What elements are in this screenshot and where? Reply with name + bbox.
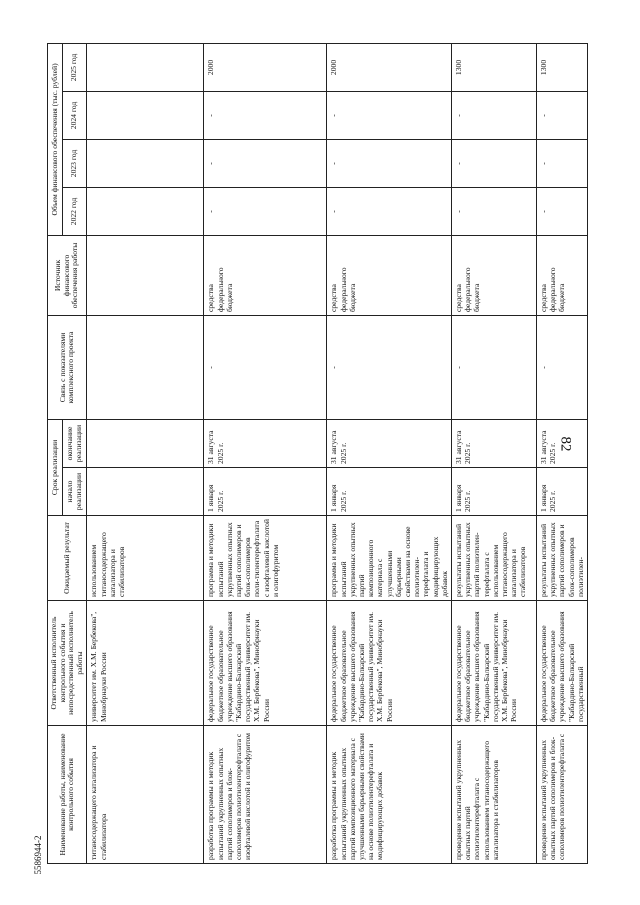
cell-name: разработка программы и методик испытаний укрупненных опытных партий сополимеров и блок-сополимеров полиэтилентерефталата с изофталевой кислотой и олигофуритом bbox=[204, 726, 327, 864]
cell-2024 bbox=[87, 91, 204, 139]
cell-start: 1 января 2025 г. bbox=[537, 468, 588, 516]
cell-2022: - bbox=[204, 187, 327, 235]
table-row bbox=[87, 43, 204, 863]
table-row bbox=[327, 43, 452, 863]
cell-2024: - bbox=[537, 91, 588, 139]
cell-executor: федеральное государственное бюджетное образовательное учреждение высшего образования "Кабардино-Балкарский государственный университет им. Х.М. Бербекова", Минобрнауки России bbox=[327, 601, 452, 726]
cell-link: - bbox=[452, 315, 537, 419]
cell-source: средства федерального бюджета bbox=[537, 235, 588, 315]
rotated-table-container bbox=[47, 44, 593, 864]
header-link: Связь с показателями комплексного проекта bbox=[48, 315, 87, 419]
header-start: начало реализации bbox=[62, 468, 86, 516]
cell-2023: - bbox=[537, 139, 588, 187]
document-code: 5586944-2 bbox=[33, 835, 43, 875]
cell-executor: университет им. Х.М. Бербекова", Минобрнауки России bbox=[87, 601, 204, 726]
header-finance: Объем финансового обеспечения (тыс. рублей) bbox=[48, 43, 63, 235]
cell-link: - bbox=[327, 315, 452, 419]
cell-end: 31 августа 2025 г. bbox=[204, 419, 327, 467]
cell-2022: - bbox=[537, 187, 588, 235]
cell-result: программа и методики испытаний укрупненных опытных партий сополимеров и блок-сополимеров поли-тилентерефталата с изофталевой кислотой и олигофуритом bbox=[204, 516, 327, 601]
cell-2025: 1300 bbox=[537, 43, 588, 91]
cell-2023: - bbox=[204, 139, 327, 187]
cell-2022: - bbox=[327, 187, 452, 235]
cell-source: средства федерального бюджета bbox=[204, 235, 327, 315]
cell-result: использованием титаносодержащего катализатора и стабилизаторов bbox=[87, 516, 204, 601]
cell-link: - bbox=[537, 315, 588, 419]
header-2023: 2023 год bbox=[62, 139, 86, 187]
cell-end: 31 августа 2025 г. bbox=[327, 419, 452, 467]
cell-start: 1 января 2025 г. bbox=[204, 468, 327, 516]
cell-2024: - bbox=[327, 91, 452, 139]
cell-result: программа и методики испытаний укрупненных опытных партий композиционного материала с улучшенными барьерными свойствами на основе полиэтилен-терефталата и модифицирующих добавок bbox=[327, 516, 452, 601]
cell-executor: федеральное государственное бюджетное образовательное учреждение высшего образования "Кабардино-Балкарский государственный университет им. Х.М. Бербекова", Минобрнауки России bbox=[204, 601, 327, 726]
cell-name: проведение испытаний укрупненных опытных партий сополимеров и блок-сополимеров полиэтилентерефталата с bbox=[537, 726, 588, 864]
cell-2025 bbox=[87, 43, 204, 91]
cell-2025: 2000 bbox=[204, 43, 327, 91]
header-period: Срок реализации bbox=[48, 419, 63, 515]
cell-start: 1 января 2025 г. bbox=[452, 468, 537, 516]
cell-2025: 2000 bbox=[327, 43, 452, 91]
cell-source: средства федерального бюджета bbox=[452, 235, 537, 315]
cell-executor: федеральное государственное бюджетное образовательное учреждение высшего образования "Кабардино-Балкарский государственный bbox=[537, 601, 588, 726]
cell-start: 1 января 2025 г. bbox=[327, 468, 452, 516]
work-plan-table bbox=[47, 43, 588, 864]
cell-2023: - bbox=[327, 139, 452, 187]
header-2024: 2024 год bbox=[62, 91, 86, 139]
cell-name: титаносодержащего катализатора и стабилизатора bbox=[87, 726, 204, 864]
cell-name: разработка программы и методик испытаний укрупненных опытных партий композиционного материала с улучшенными барьерными свойствами на основе полиэтилентерефталата и модифицирующих добавок bbox=[327, 726, 452, 864]
cell-end bbox=[87, 419, 204, 467]
cell-result: результаты испытаний укрупненных опытных партий полиэтилен-терефталата с использованием титаносодержащего катализатора и стабилизаторов bbox=[452, 516, 537, 601]
cell-result: результаты испытаний укрупненных опытных партий сополимеров и блок-сополимеров полиэтилен- bbox=[537, 516, 588, 601]
table-header bbox=[48, 43, 87, 863]
page-number: 82 bbox=[557, 436, 574, 452]
cell-source: средства федерального бюджета bbox=[327, 235, 452, 315]
cell-2023: - bbox=[452, 139, 537, 187]
cell-executor: федеральное государственное бюджетное образовательное учреждение высшего образования "Кабардино-Балкарский государственный университет им. Х.М. Бербекова", Минобрнауки России bbox=[452, 601, 537, 726]
table-row bbox=[537, 43, 588, 863]
cell-end: 31 августа 2025 г. bbox=[452, 419, 537, 467]
header-2025: 2025 год bbox=[62, 43, 86, 91]
cell-name: проведение испытаний укрупненных опытных партий полиэтилентерефталата с использованием титаносодержащего катализатора и стабилизаторов bbox=[452, 726, 537, 864]
cell-link: - bbox=[204, 315, 327, 419]
cell-2023 bbox=[87, 139, 204, 187]
table-row bbox=[452, 43, 537, 863]
cell-link bbox=[87, 315, 204, 419]
header-end: окончание реализации bbox=[62, 419, 86, 467]
header-2022: 2022 год bbox=[62, 187, 86, 235]
header-result: Ожидаемый результат bbox=[48, 516, 87, 601]
header-source: Источник финансового обеспечения работы bbox=[48, 235, 87, 315]
header-executor: Ответственный исполнитель контрольного события и непосредственный исполнитель работы bbox=[48, 601, 87, 726]
table-row bbox=[204, 43, 327, 863]
cell-2025: 1300 bbox=[452, 43, 537, 91]
cell-2022 bbox=[87, 187, 204, 235]
cell-start bbox=[87, 468, 204, 516]
cell-end: 31 августа 2025 г. bbox=[537, 419, 588, 467]
header-name: Наименование работы, наименование контрольного события bbox=[48, 726, 87, 864]
cell-source bbox=[87, 235, 204, 315]
cell-2024: - bbox=[204, 91, 327, 139]
cell-2024: - bbox=[452, 91, 537, 139]
cell-2022: - bbox=[452, 187, 537, 235]
